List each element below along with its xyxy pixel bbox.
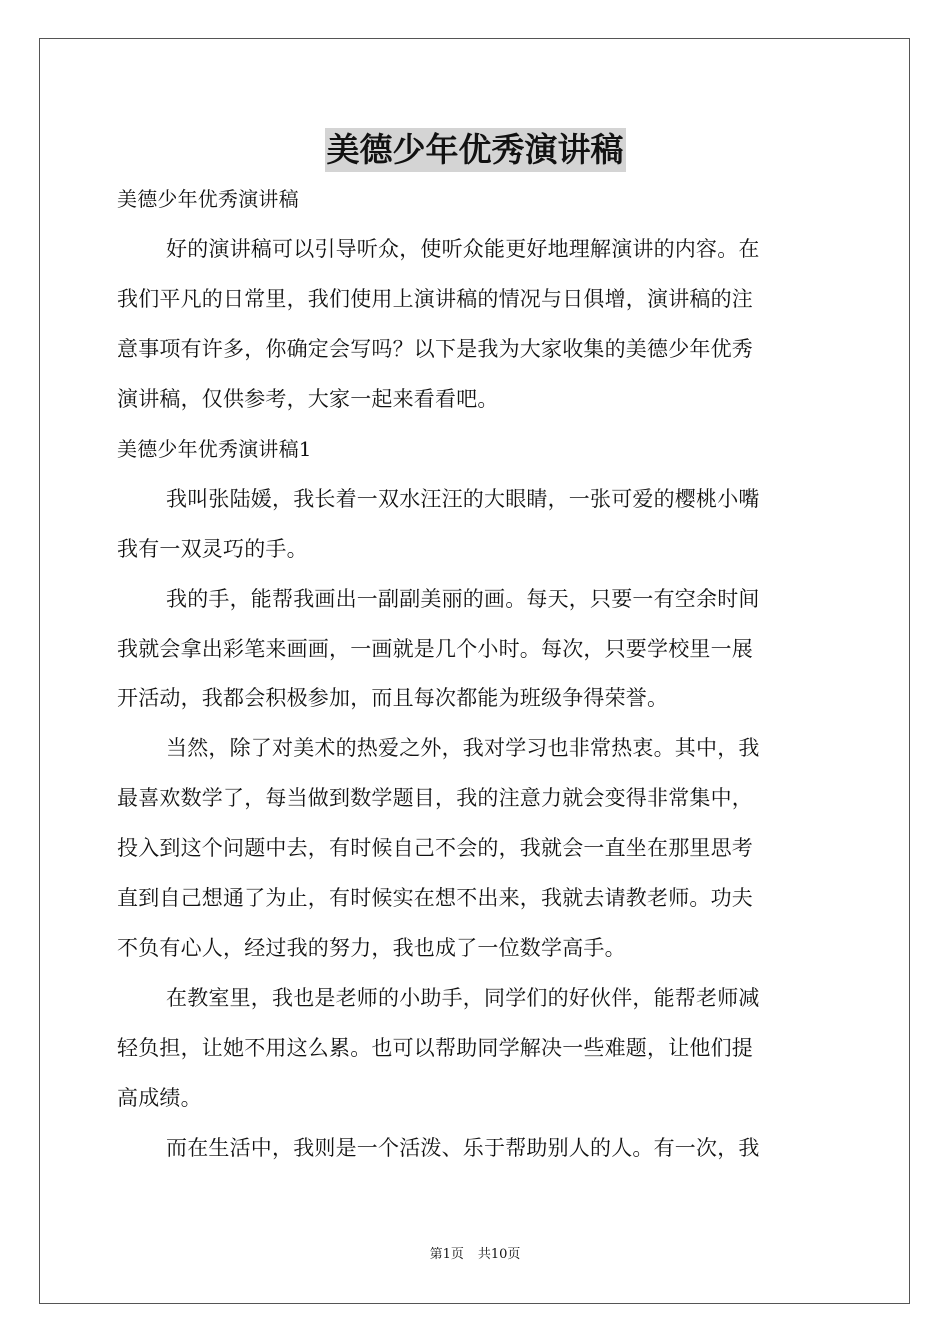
body-line: 高成绩。: [117, 1086, 202, 1110]
subtitle-line: 美德少年优秀演讲稿: [117, 187, 299, 211]
body-line: 我们平凡的日常里，我们使用上演讲稿的情况与日俱增，演讲稿的注: [117, 287, 753, 311]
body-line: 意事项有许多，你确定会写吗？以下是我为大家收集的美德少年优秀: [117, 337, 753, 361]
page-footer: [0, 1246, 950, 1264]
body-line: 演讲稿，仅供参考，大家一起来看看吧。: [117, 387, 499, 411]
page-number: 第1页: [429, 1247, 464, 1262]
title-wrap: [0, 128, 950, 172]
body-line: 我的手，能帮我画出一副副美丽的画。每天，只要一有空余时间: [166, 587, 760, 611]
body-line: 我就会拿出彩笔来画画，一画就是几个小时。每次，只要学校里一展: [117, 637, 753, 661]
body-line: 投入到这个问题中去，有时候自己不会的，我就会一直坐在那里思考: [117, 836, 753, 860]
page-border: [39, 38, 910, 1304]
body-line: 而在生活中，我则是一个活泼、乐于帮助别人的人。有一次，我: [166, 1136, 760, 1160]
body-line: 不负有心人，经过我的努力，我也成了一位数学高手。: [117, 936, 626, 960]
body-line: 轻负担，让她不用这么累。也可以帮助同学解决一些难题，让他们提: [117, 1036, 753, 1060]
body-line: 我叫张陆媛，我长着一双水汪汪的大眼睛，一张可爱的樱桃小嘴: [166, 487, 760, 511]
section-heading: 美德少年优秀演讲稿1: [117, 437, 312, 461]
body-line: 我有一双灵巧的手。: [117, 537, 308, 561]
body-line: 最喜欢数学了，每当做到数学题目，我的注意力就会变得非常集中，: [117, 786, 753, 810]
body-line: 开活动，我都会积极参加，而且每次都能为班级争得荣誉。: [117, 686, 669, 710]
body-line: 好的演讲稿可以引导听众，使听众能更好地理解演讲的内容。在: [166, 237, 760, 261]
body-line: 在教室里，我也是老师的小助手，同学们的好伙伴，能帮老师减: [166, 986, 760, 1010]
body-line: 直到自己想通了为止，有时候实在想不出来，我就去请教老师。功夫: [117, 886, 753, 910]
body-line: 当然，除了对美术的热爱之外，我对学习也非常热衷。其中，我: [166, 736, 760, 760]
document-title: 美德少年优秀演讲稿: [325, 128, 626, 172]
page-total: 共10页: [477, 1247, 521, 1262]
